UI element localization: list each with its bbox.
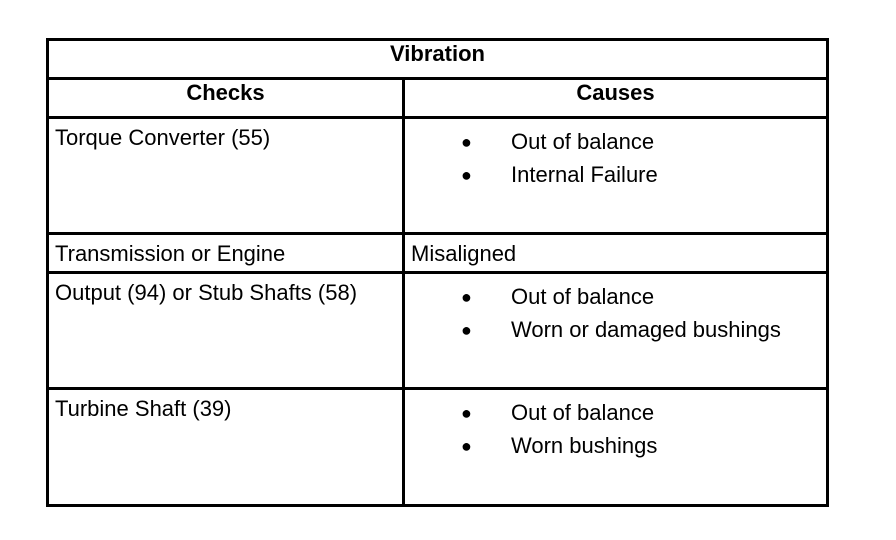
cause-item (405, 317, 826, 350)
table-row (48, 389, 828, 506)
cause-item (405, 284, 826, 317)
cause-text: Worn bushings (511, 433, 658, 458)
causes-list (405, 274, 826, 350)
check-text: Output (94) or Stub Shafts (58) (55, 280, 358, 305)
causes-header: Causes (404, 79, 828, 118)
causes-list (405, 390, 826, 466)
causes-list (405, 119, 826, 195)
check-text: Torque Converter (55) (55, 125, 271, 150)
cause-item (405, 433, 826, 466)
check-cell (48, 234, 404, 273)
check-text: Turbine Shaft (39) (55, 396, 232, 421)
title-row (48, 40, 828, 79)
cause-text: Out of balance (511, 284, 655, 309)
bullet-icon: ● (461, 436, 472, 456)
table-row (48, 234, 828, 273)
bullet-icon: ● (461, 165, 472, 185)
cause-item (405, 400, 826, 433)
causes-cell (404, 389, 828, 506)
cause-text: Worn or damaged bushings (511, 317, 781, 342)
header-row (48, 79, 828, 118)
cause-text: Out of balance (511, 400, 655, 425)
cause-text: Misaligned (411, 241, 517, 266)
check-cell (48, 118, 404, 234)
causes-cell (404, 273, 828, 389)
bullet-icon: ● (461, 132, 472, 152)
cause-text: Internal Failure (511, 162, 658, 187)
check-cell (48, 389, 404, 506)
vibration-diagnosis-table (46, 38, 829, 507)
table-row (48, 273, 828, 389)
bullet-icon: ● (461, 320, 472, 340)
table-row (48, 118, 828, 234)
bullet-icon: ● (461, 287, 472, 307)
check-text: Transmission or Engine (55, 241, 286, 266)
cause-text: Out of balance (511, 129, 655, 154)
cause-item (405, 162, 826, 195)
bullet-icon: ● (461, 403, 472, 423)
table-title: Vibration (48, 40, 828, 79)
check-cell (48, 273, 404, 389)
cause-item (405, 129, 826, 162)
causes-cell (404, 234, 828, 273)
causes-cell (404, 118, 828, 234)
checks-header: Checks (48, 79, 404, 118)
